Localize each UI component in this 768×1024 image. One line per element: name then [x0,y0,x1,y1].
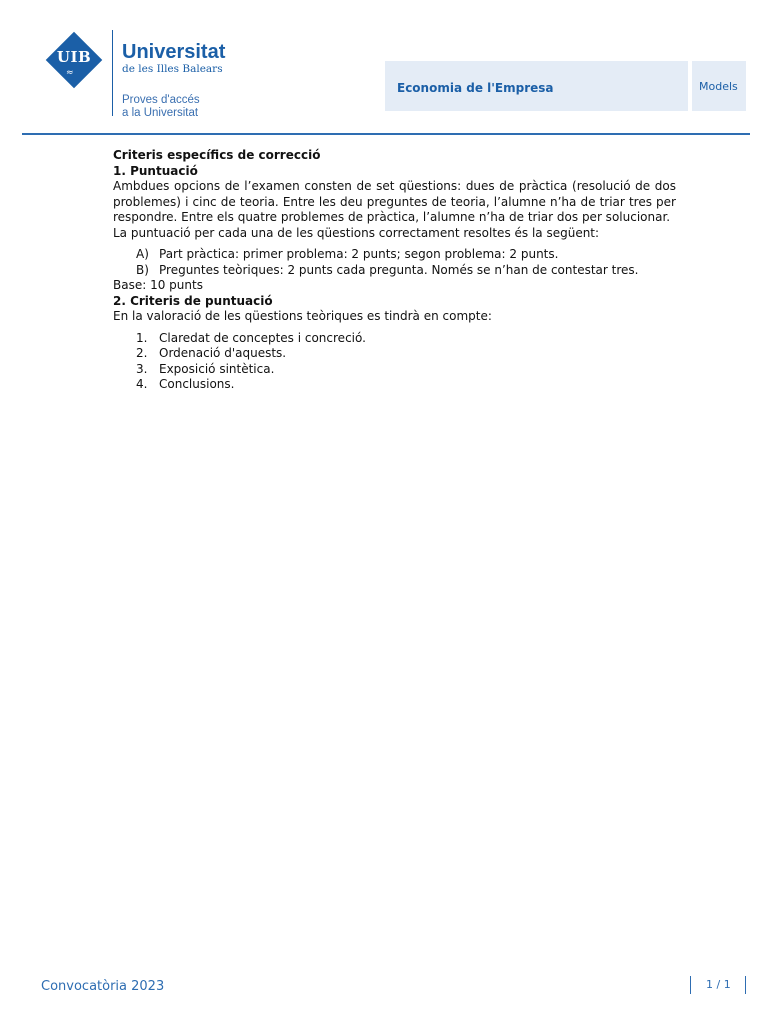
logo-university-subtitle: de les Illes Balears [122,63,223,75]
logo-proves-text [122,94,200,120]
list-item-text: Preguntes teòriques: 2 punts cada pregunta. Només se n’han de contestar tres. [159,262,639,277]
list-marker: 1. [136,330,148,345]
list-item [113,263,676,279]
page-number: 1 / 1 [706,978,731,991]
list-item-text: Part pràctica: primer problema: 2 punts; segon problema: 2 punts. [159,247,559,261]
footer-convocatoria: Convocatòria 2023 [41,979,165,994]
logo-proves-line2: a la Universitat [122,107,199,119]
logo-university-name: Universitat [122,41,226,63]
header-divider [22,133,750,135]
list-item [113,377,676,393]
models-label: Models [699,80,738,93]
subject-title: Economia de l'Empresa [397,81,554,95]
list-marker: A) [136,247,149,261]
base-score: Base: 10 punts [113,278,203,292]
logo-initials: UIB [56,48,92,66]
page-title: Criteris específics de correcció [113,148,321,162]
section-heading-puntuacio: 1. Puntuació [113,163,198,178]
list-marker: B) [136,262,149,277]
models-header-box [692,61,746,111]
section1-paragraph: Ambdues opcions de l’examen consten de set qüestions: dues de pràctica (resolució de dos problemes) i cinc de teoria. Entre les deu preguntes de teoria, l’alumne n’ha de triar tres per respondre. Entre els quatre problemes de pràctica, l’alumne n’ha de triar dos per solucionar. [113,179,676,224]
list-item [113,331,676,347]
waves-icon: ≈ [66,68,74,78]
list-item-text: Exposició sintètica. [159,361,275,376]
section-heading-criteris: 2. Criteris de puntuació [113,293,273,308]
uib-logo [48,30,248,122]
page-indicator [690,976,746,994]
list-item [113,362,676,378]
logo-proves-line1: Proves d'accés [122,94,200,106]
list-item [113,247,676,263]
logo-divider [112,30,113,116]
section2-intro: En la valoració de les qüestions teòriques es tindrà en compte: [113,309,492,323]
list-marker: 3. [136,361,148,376]
document-body [113,148,676,393]
list-item-text: Conclusions. [159,377,235,391]
criteria-list [113,331,676,393]
page-indicator-left-bar [690,976,691,994]
list-item-text: Claredat de conceptes i concreció. [159,330,366,345]
list-item [113,346,676,362]
subject-header-box [385,61,688,111]
list-item-text: Ordenació d'aquests. [159,346,287,360]
list-marker: 4. [136,377,148,391]
section1-intro: La puntuació per cada una de les qüestions correctament resoltes és la següent: [113,225,600,240]
score-list [113,247,676,278]
list-marker: 2. [136,346,148,360]
page-indicator-right-bar [745,976,746,994]
